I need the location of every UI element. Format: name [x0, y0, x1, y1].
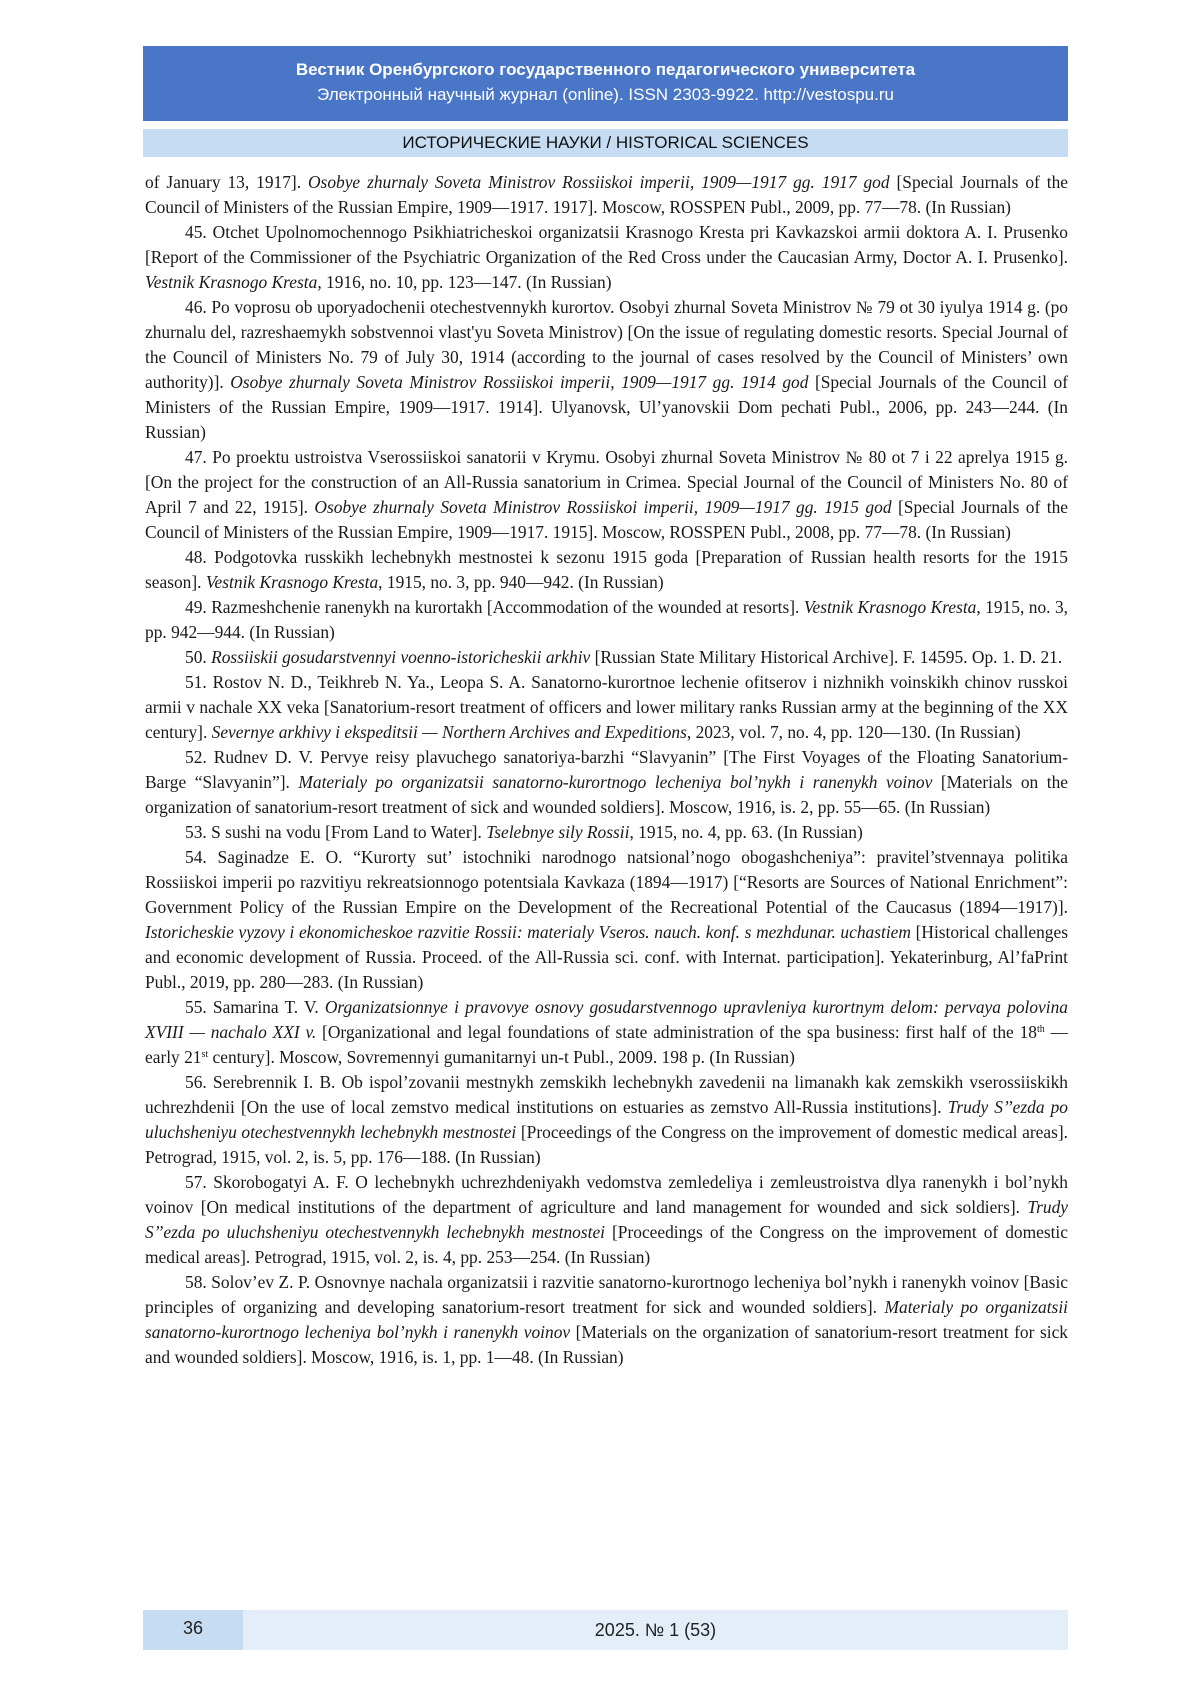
- ref-source-title: Osobye zhurnaly Soveta Ministrov Rossiiskoi imperii, 1909—1917 gg. 1917 god: [308, 172, 890, 192]
- ref-text: 46. Po voprosu ob uporyadochenii otechestvennykh kurortov. Osobyi zhurnal Soveta Ministrov № 79 ot 30 iyulya 1914 g. (po zhurnalu del, razreshaemykh sobstvennoi vlast'yu Soveta Ministrov) [On the issue of regulating domestic resorts. Special Journal of the Council of Ministers No. 79 of July 30, 1914 (according to the journal of cases resolved by the Council of Ministers’ own authority)].: [145, 297, 1068, 392]
- page-footer: [143, 1610, 1068, 1650]
- reference-57: [145, 1170, 1068, 1270]
- reference-45: [145, 220, 1068, 295]
- reference-55: [145, 995, 1068, 1070]
- ref-text: 52. Rudnev D. V. Pervye reisy plavuchego sanatoriya-barzhi “Slavyanin” [The First Voyages of the Floating Sanatorium-Barge “Slavyanin”].: [145, 747, 1068, 792]
- ref-text: [Special Journals of the Council of Ministers of the Russian Empire, 1909—1917. 1915]. Moscow, ROSSPEN Publ., 2008, pp. 77—78. (In Russian): [145, 497, 1068, 542]
- ref-text: 49. Razmeshchenie ranenykh na kurortakh [Accommodation of the wounded at resorts].: [185, 597, 804, 617]
- ref-text: , 2023, vol. 7, no. 4, pp. 120—130. (In Russian): [686, 722, 1021, 742]
- ref-text: 54. Saginadze E. O. “Kurorty sut’ istochniki narodnogo natsional’nogo obogashcheniya”: pravitel’stvennaya politika Rossiiskoi imperii po razvitiyu rekreatsionnogo potentsiala Kavkaza (1894—1917) [“Resorts are Sources of National Enrichment”: Government Policy of the Russian Empire on the Development of the Recreational Potential of the Caucasus (1894—1917)].: [145, 847, 1068, 917]
- ref-text: of January 13, 1917].: [145, 172, 308, 192]
- ref-text: 50.: [185, 647, 212, 667]
- ref-text: century]. Moscow, Sovremennyi gumanitarnyi un-t Publ., 2009. 198 p. (In Russian): [208, 1047, 795, 1067]
- ref-text: 58. Solov’ev Z. P. Osnovnye nachala organizatsii i razvitie sanatorno-kurortnogo lecheniya bol’nykh i ranenykh voinov [Basic principles of organizing and developing sanatorium-resort treatment for sick and wounded soldiers].: [145, 1272, 1068, 1317]
- ref-text: [Proceedings of the Congress on the improvement of domestic medical areas]. Petrograd, 1915, vol. 2, is. 4, pp. 253—254. (In Russian): [145, 1222, 1068, 1267]
- ref-text: [Materials on the organization of sanatorium-resort treatment of sick and wounded soldiers]. Moscow, 1916, is. 2, pp. 55—65. (In Russian): [145, 772, 1068, 817]
- ref-text: 57. Skorobogatyi A. F. O lechebnykh uchrezhdeniyakh vedomstva zemledeliya i zemleustroistva dlya ranenykh i bol’nykh voinov [On medical institutions of the department of agriculture and land management for wounded and sick soldiers].: [145, 1172, 1068, 1217]
- ref-source-title: Materialy po organizatsii sanatorno-kurortnogo lecheniya bol’nykh i ranenykh voinov: [298, 772, 933, 792]
- ref-text: 51. Rostov N. D., Teikhreb N. Ya., Leopa S. A. Sanatorno-kurortnoe lechenie ofitserov i nizhnikh voinskikh chinov russkoi armii v nachale XX veka [Sanatorium-resort treatment of officers and lower military ranks Russian army at the beginning of the XX century].: [145, 672, 1068, 742]
- ref-source-title: Vestnik Krasnogo Kresta: [205, 572, 379, 592]
- ref-text: 45. Otchet Upolnomochennogo Psikhiatricheskoi organizatsii Krasnogo Kresta pri Kavkazskoi armii doktora A. I. Prusenko [Report of the Commissioner of the Psychiatric Organization of the Red Cross under the Caucasian Army, Doctor A. I. Prusenko].: [145, 222, 1068, 267]
- ref-text: 55. Samarina T. V.: [185, 997, 325, 1017]
- ref-text: , 1916, no. 10, pp. 123—147. (In Russian): [317, 272, 612, 292]
- ref-source-title: Vestnik Krasnogo Kresta: [145, 272, 318, 292]
- ordinal-suffix: st: [201, 1049, 209, 1060]
- reference-51: [145, 670, 1068, 745]
- ref-text: , 1915, no. 3, pp. 942—944. (In Russian): [145, 597, 1068, 642]
- ref-source-title: Rossiiskii gosudarstvennyi voenno-istoricheskii arkhiv: [211, 647, 591, 667]
- ref-text: [Special Journals of the Council of Ministers of the Russian Empire, 1909—1917. 1914]. Ulyanovsk, Ul’yanovskii Dom pechati Publ., 2006, pp. 243—244. (In Russian): [145, 372, 1068, 442]
- ref-text: 48. Podgotovka russkikh lechebnykh mestnostei k sezonu 1915 goda [Preparation of Russian health resorts for the 1915 season].: [145, 547, 1068, 592]
- reference-54: [145, 845, 1068, 995]
- reference-list: [145, 170, 1068, 1370]
- page-number: 36: [143, 1610, 243, 1650]
- ref-text: [Proceedings of the Congress on the improvement of domestic medical areas]. Petrograd, 1915, vol. 2, is. 5, pp. 176—188. (In Russian): [145, 1122, 1068, 1167]
- ref-text: 53. S sushi na vodu [From Land to Water].: [185, 822, 487, 842]
- ref-text: — early 21: [145, 1022, 1068, 1067]
- ref-source-title: Trudy S’’ezda po uluchsheniyu otechestvennykh lechebnykh mestnostei: [145, 1197, 1068, 1242]
- ref-text: [Materials on the organization of sanatorium-resort treatment for sick and wounded soldiers]. Moscow, 1916, is. 1, pp. 1—48. (In Russian): [145, 1322, 1068, 1367]
- reference-49: [145, 595, 1068, 645]
- reference-58: [145, 1270, 1068, 1370]
- ref-source-title: Trudy S’’ezda po uluchsheniyu otechestvennykh lechebnykh mestnostei: [145, 1097, 1068, 1142]
- reference-47: [145, 445, 1068, 545]
- ordinal-suffix: th: [1036, 1024, 1045, 1035]
- ref-source-title: Osobye zhurnaly Soveta Ministrov Rossiiskoi imperii, 1909—1917 gg. 1915 god: [314, 497, 892, 517]
- section-heading: ИСТОРИЧЕСКИЕ НАУКИ / HISTORICAL SCIENCES: [143, 129, 1068, 157]
- reference-52: [145, 745, 1068, 820]
- ref-source-title: Osobye zhurnaly Soveta Ministrov Rossiiskoi imperii, 1909—1917 gg. 1914 god: [230, 372, 809, 392]
- reference-44-continued: [145, 170, 1068, 220]
- ref-text: [Special Journals of the Council of Ministers of the Russian Empire, 1909—1917. 1917]. Moscow, ROSSPEN Publ., 2009, pp. 77—78. (In Russian): [145, 172, 1068, 217]
- ref-text: , 1915, no. 4, pp. 63. (In Russian): [629, 822, 863, 842]
- ref-source-title: Istoricheskie vyzovy i ekonomicheskoe razvitie Rossii: materialy Vseros. nauch. konf. s mezhdunar. uchastiem: [145, 922, 911, 942]
- ref-text: , 1915, no. 3, pp. 940—942. (In Russian): [378, 572, 664, 592]
- reference-53: [145, 820, 1068, 845]
- ref-source-title: Organizatsionnye i pravovye osnovy gosudarstvennogo upravleniya kurortnym delom: pervaya polovina XVIII — nachalo XXI v.: [145, 997, 1068, 1042]
- ref-source-title: Severnye arkhivy i ekspeditsii — Northern Archives and Expeditions: [211, 722, 687, 742]
- ref-text: [Historical challenges and economic development of Russia. Proceed. of the All-Russia sci. conf. with Internat. participation]. Yekaterinburg, Al’faPrint Publ., 2019, pp. 280—283. (In Russian): [145, 922, 1068, 992]
- reference-56: [145, 1070, 1068, 1170]
- issue-label: 2025. № 1 (53): [594, 1620, 717, 1640]
- ref-text: 56. Serebrennik I. B. Ob ispol’zovanii mestnykh zemskikh lechebnykh zavedenii na limanakh kak zemskikh vserossiiskikh uchrezhdenii [On the use of local zemstvo medical institutions on estuaries as zemstvo All-Russia institutions].: [145, 1072, 1068, 1117]
- ref-text: [Russian State Military Historical Archive]. F. 14595. Op. 1. D. 21.: [590, 647, 1063, 667]
- journal-masthead: [143, 46, 1068, 121]
- ref-source-title: Tselebnye sily Rossii: [486, 822, 630, 842]
- reference-50: [145, 645, 1068, 670]
- journal-title: Вестник Оренбургского государственного педагогического университета: [295, 60, 916, 79]
- ref-source-title: Vestnik Krasnogo Kresta: [803, 597, 977, 617]
- ref-source-title: Materialy po organizatsii sanatorno-kurortnogo lecheniya bol’nykh i ranenykh voinov: [145, 1297, 1068, 1342]
- reference-46: [145, 295, 1068, 445]
- ref-text: [Organizational and legal foundations of state administration of the spa business: first half of the 18: [316, 1022, 1037, 1042]
- reference-48: [145, 545, 1068, 595]
- ref-text: 47. Po proektu ustroistva Vserossiiskoi sanatorii v Krymu. Osobyi zhurnal Soveta Ministrov № 80 ot 7 i 22 aprelya 1915 g. [On the project for the construction of an All-Russia sanatorium in Crimea. Special Journal of the Council of Ministers No. 80 of April 7 and 22, 1915].: [145, 447, 1068, 517]
- journal-subtitle: Электронный научный журнал (online). ISSN 2303-9922. http://vestospu.ru: [317, 85, 894, 104]
